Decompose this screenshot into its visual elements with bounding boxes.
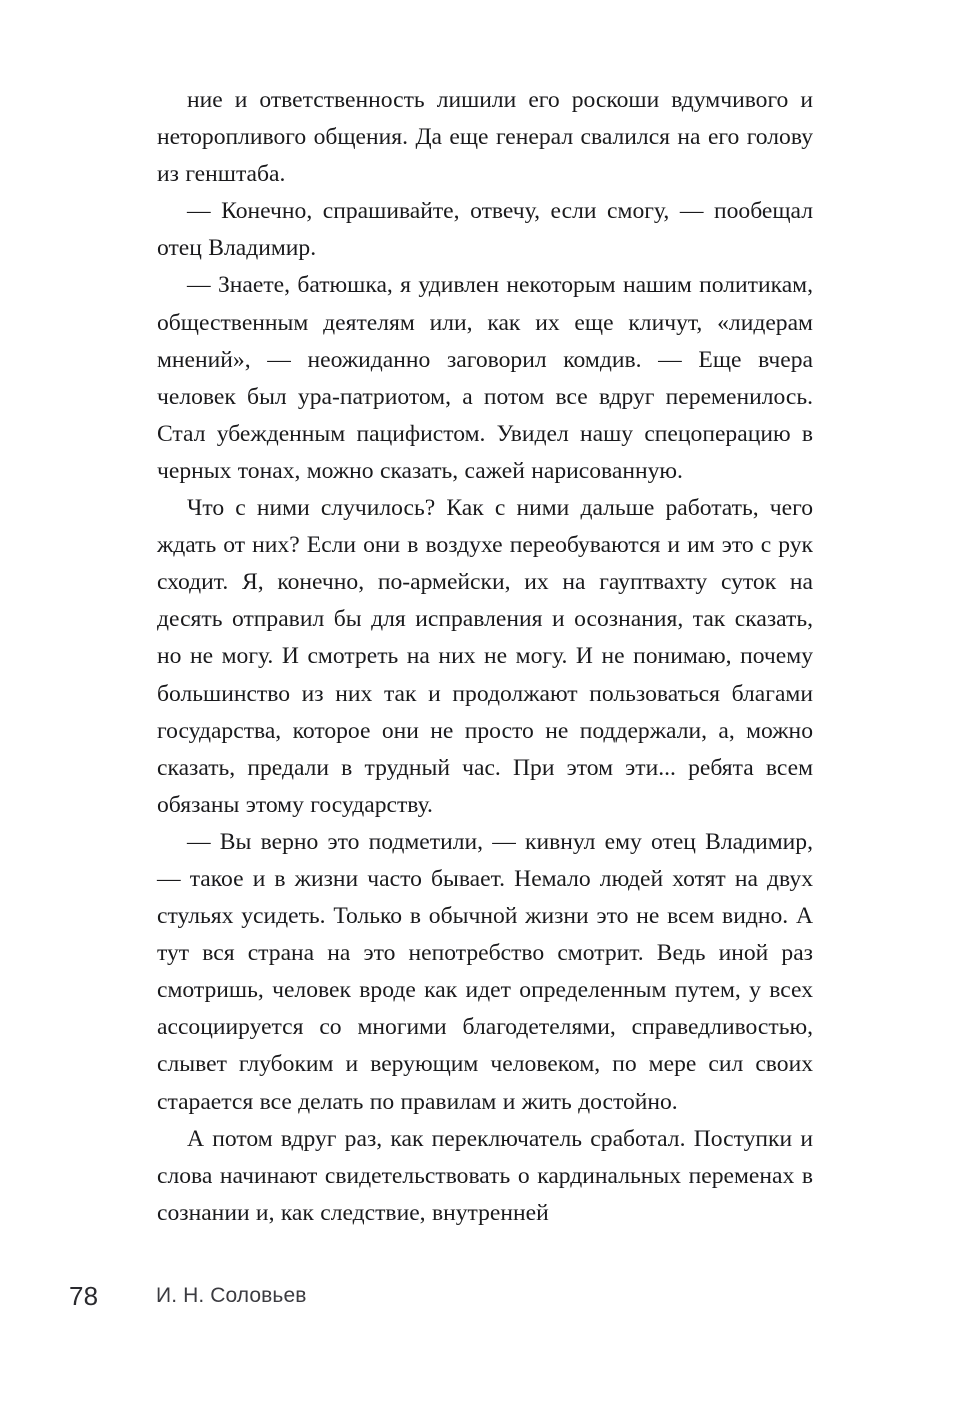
body-paragraph: — Знаете, батюшка, я удивлен некоторым нашим политикам, общественным деятелям или, как их еще кличут, «лидерам мнений», — неожиданно заговорил комдив. — Еще вчера человек был ура-патриотом, а потом все вдруг переменилось. Стал убежденным пацифистом. Увидел нашу спецоперацию в черных тонах, можно сказать, сажей нарисованную. [157,272,813,484]
body-paragraph: ние и ответственность лишили его роскоши вдумчивого и неторопливого общения. Да еще генерал свалился на его голову из генштаба. [157,87,813,188]
body-paragraph: А потом вдруг раз, как переключатель сработал. Поступки и слова начинают свидетельствовать о кардинальных переменах в сознании и, как следствие, внутренней [157,1125,813,1226]
footer-author-name: И. Н. Соловьев [156,1284,307,1307]
body-paragraph: — Конечно, спрашивайте, отвечу, если смогу, — пообещал отец Владимир. [157,198,813,262]
page-text-column [157,82,813,1232]
page-number: 78 [69,1281,99,1311]
body-paragraph: Что с ними случилось? Как с ними дальше работать, чего ждать от них? Если они в воздухе переобуваются и им это с рук сходит. Я, конечно, по-армейски, их на гауптвахту суток на десять отправил бы для исправления и осознания, так сказать, но не могу. И смотреть на них не могу. И не понимаю, почему большинство из них так и продолжают пользоваться благами государства, которое они не просто не поддержали, а, можно сказать, предали в трудный час. При этом эти... ребята всем обязаны этому государству. [157,495,813,818]
page-footer [0,1281,970,1321]
body-paragraph: — Вы верно это подметили, — кивнул ему отец Владимир, — такое и в жизни часто бывает. Немало людей хотят на двух стульях усидеть. Только в обычной жизни это не всем видно. А тут вся страна на это непотребство смотрит. Ведь иной раз смотришь, человек вроде как идет определенным путем, у всех ассоциируется со многими благодетелями, справедливостью, слывет глубоким и верующим человеком, по мере сил своих старается все делать по правилам и жить достойно. [157,828,813,1115]
